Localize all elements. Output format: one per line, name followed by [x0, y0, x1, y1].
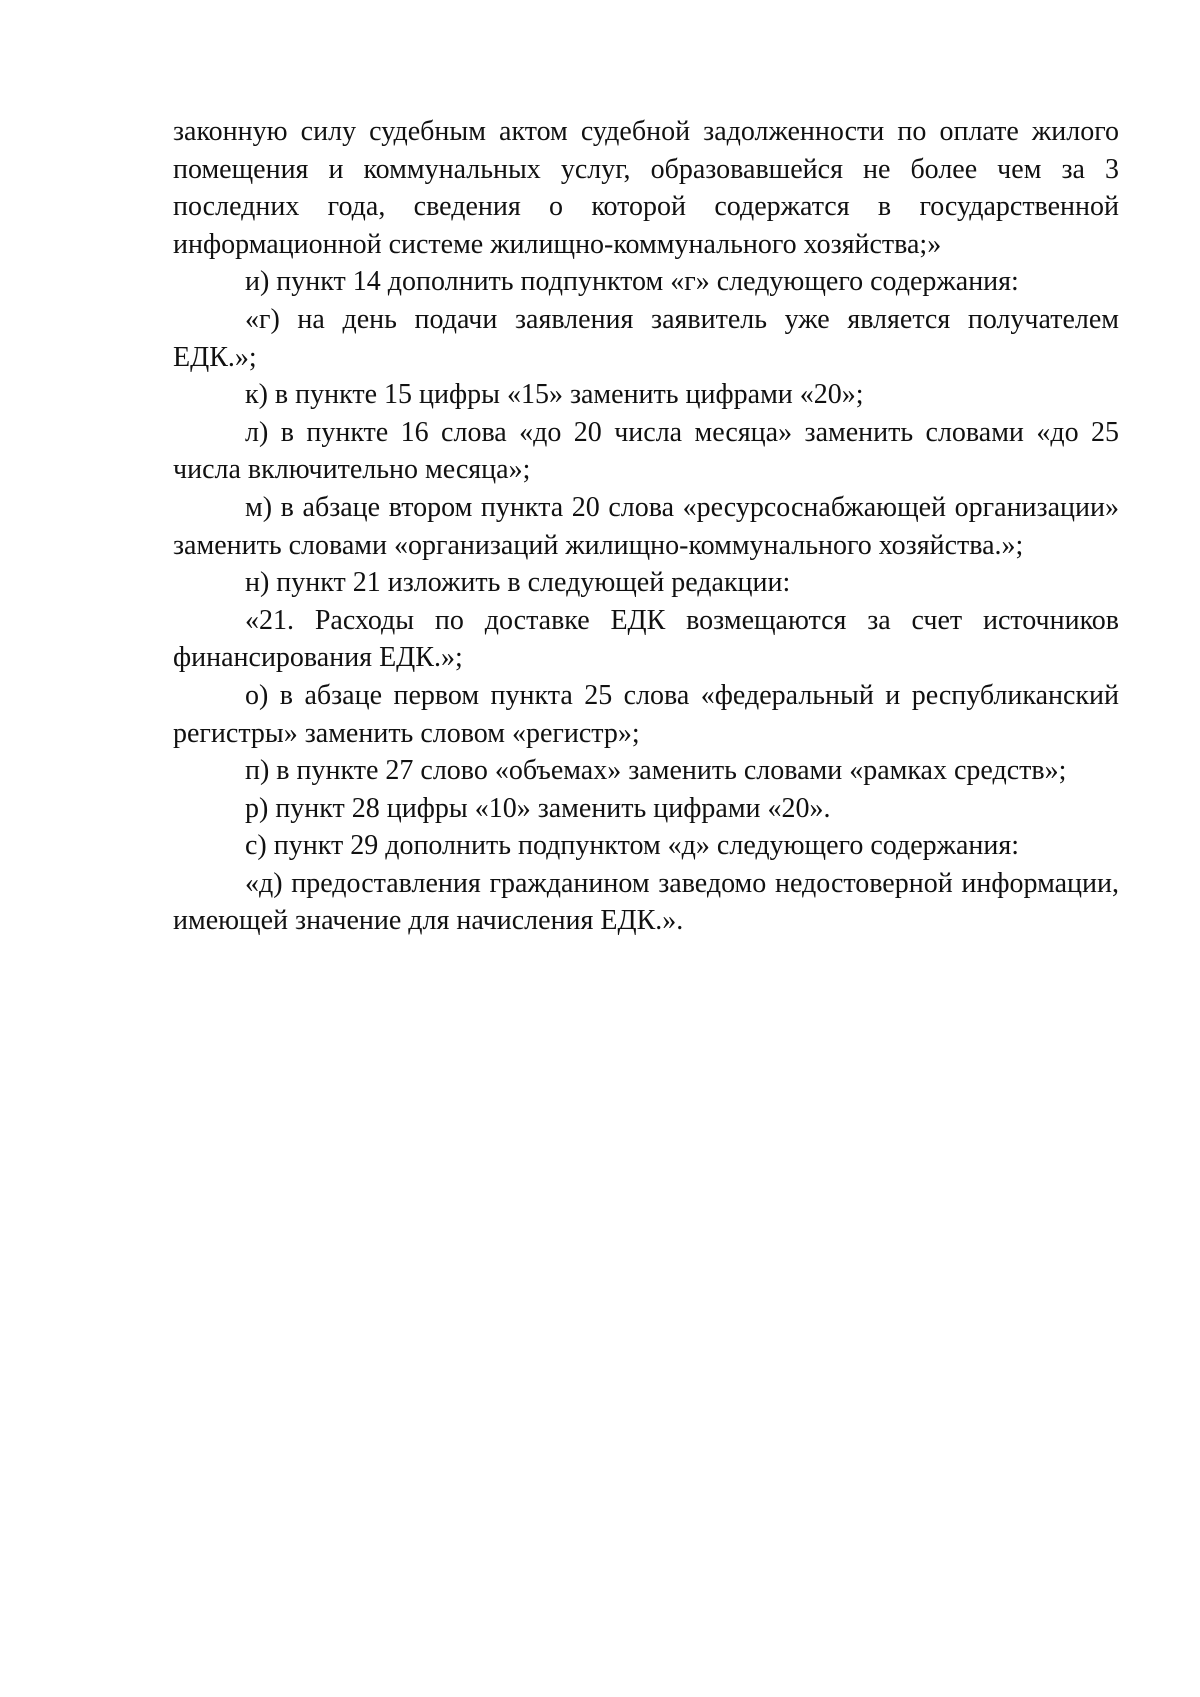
paragraph-item-i: и) пункт 14 дополнить подпунктом «г» следующего содержания: — [245, 266, 1019, 298]
paragraph-item-s: с) пункт 29 дополнить подпунктом «д» следующего содержания: — [245, 830, 1020, 862]
paragraph-item-o: о) в абзаце первом пункта 25 слова «федеральный и республиканский регистры» заменить словом «регистр»; — [173, 679, 1119, 749]
paragraph-item-k: к) в пункте 15 цифры «15» заменить цифрами «20»; — [245, 379, 864, 411]
paragraph-item-l: л) в пункте 16 слова «до 20 числа месяца» заменить словами «до 25 числа включительно месяца»; — [173, 416, 1119, 486]
paragraph-quote-21: «21. Расходы по доставке ЕДК возмещаются за счет источников финансирования ЕДК.»; — [173, 604, 1119, 674]
paragraph-item-r: р) пункт 28 цифры «10» заменить цифрами «20». — [245, 792, 831, 824]
paragraph-continuation: законную силу судебным актом судебной задолженности по оплате жилого помещения и коммунальных услуг, образовавшейся не более чем за 3 последних года, сведения о которой содержатся в государственной информационной системе жилищно-коммунального хозяйства;» — [173, 116, 1119, 260]
paragraph-item-n: н) пункт 21 изложить в следующей редакции: — [245, 567, 791, 599]
paragraph-item-m: м) в абзаце втором пункта 20 слова «ресурсоснабжающей организации» заменить словами «организаций жилищно-коммунального хозяйства.»; — [173, 491, 1119, 561]
paragraph-quote-d: «д) предоставления гражданином заведомо недостоверной информации, имеющей значение для начисления ЕДК.». — [173, 867, 1119, 937]
paragraph-quote-g: «г) на день подачи заявления заявитель уже является получателем ЕДК.»; — [173, 303, 1119, 373]
document-body — [173, 113, 1119, 940]
paragraph-item-p: п) в пункте 27 слово «объемах» заменить словами «рамках средств»; — [245, 755, 1067, 787]
